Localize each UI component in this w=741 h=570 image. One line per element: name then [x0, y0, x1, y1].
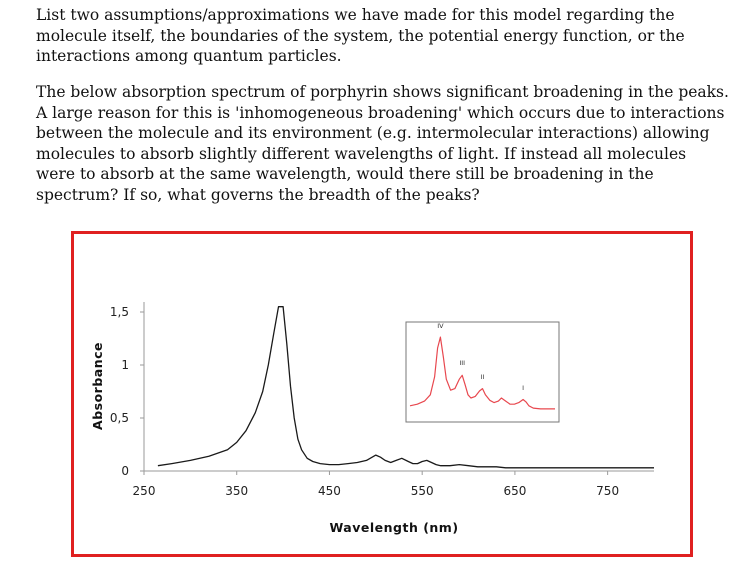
inset-frame — [406, 322, 559, 422]
x-tick-label: 250 — [132, 484, 156, 498]
inset-peak-label: II — [480, 373, 485, 382]
question-c-label — [8, 82, 36, 103]
y-tick-label: 1,5 — [109, 305, 129, 319]
y-tick-label: 1 — [121, 358, 129, 372]
question-b-text: List two assumptions/approximations we have made for this model regarding the molecule itself, the boundaries of the system, the potential energy function, or the interactions among quantum particles. — [36, 6, 685, 65]
inset-peak-label: I — [522, 384, 525, 393]
x-tick-label: 550 — [410, 484, 434, 498]
inset-peak-label: IV — [437, 321, 444, 330]
x-tick-label: 450 — [318, 484, 341, 498]
question-c-text: The below absorption spectrum of porphyrin shows significant broadening in the peaks. A large reason for this is 'inhomogeneous broadening' which occurs due to interactions between the molecule and its environment (e.g. intermolecular interactions) allowing molecules to absorb slightly different wavelengths of light. If instead all molecules were to absorb at the same wavelength, would there still be broadening in the spectrum? If so, what governs the breadth of the peaks? — [36, 83, 729, 204]
spectrum-figure-frame — [71, 231, 693, 557]
y-axis-label: Absorbance — [90, 342, 105, 430]
x-tick-label: 650 — [503, 484, 527, 498]
inset-peak-label: III — [459, 359, 466, 368]
x-axis-label: Wavelength (nm) — [329, 520, 459, 535]
inset-chart — [406, 322, 559, 422]
y-tick-label: 0 — [121, 464, 129, 478]
question-b-label — [8, 5, 36, 26]
question-b — [8, 5, 730, 67]
x-tick-label: 750 — [596, 484, 620, 498]
x-tick-label: 350 — [225, 484, 249, 498]
question-c — [8, 82, 730, 205]
y-tick-label: 0,5 — [109, 411, 129, 425]
chart-axes — [110, 302, 654, 498]
absorption-spectrum-chart — [74, 234, 690, 554]
